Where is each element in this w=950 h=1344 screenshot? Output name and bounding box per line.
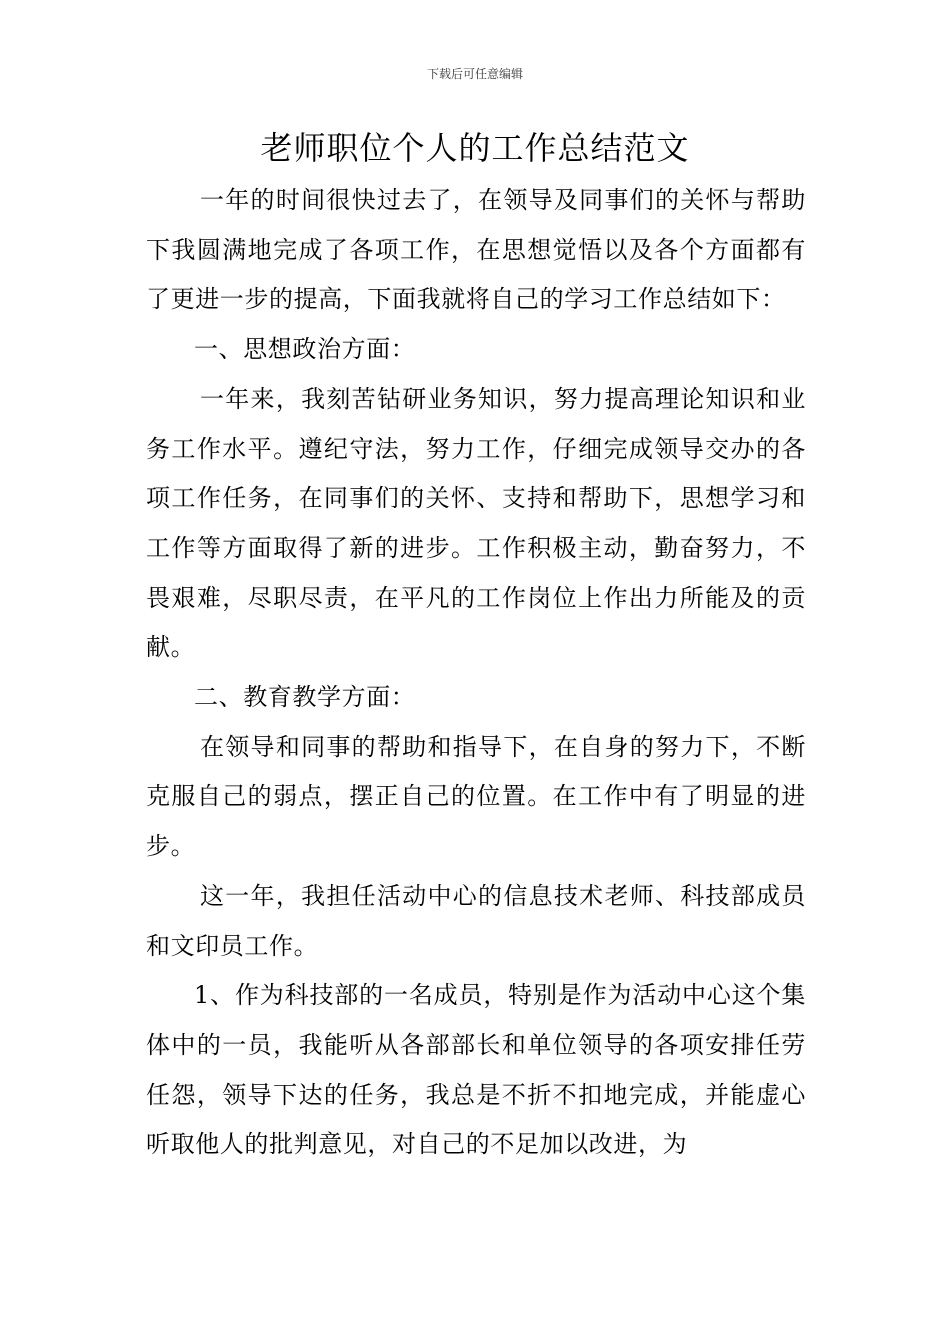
paragraph-teaching: 在领导和同事的帮助和指导下，在自身的努力下，不断克服自己的弱点，摆正自己的位置。在工作中有了明显的进步。 bbox=[146, 732, 806, 861]
section-heading-teaching: 二、教育教学方面： bbox=[194, 683, 416, 712]
paragraph-roles: 这一年，我担任活动中心的信息技术老师、科技部成员和文印员工作。 bbox=[146, 881, 806, 960]
document-title: 老师职位个人的工作总结范文 bbox=[260, 129, 690, 167]
section-heading-ideology: 一、思想政治方面： bbox=[194, 335, 416, 364]
document-body bbox=[146, 176, 806, 1170]
paragraph-item-1: 1、作为科技部的一名成员，特别是作为活动中心这个集体中的一员，我能听从各部部长和单位领导的各项安排任劳任怨，领导下达的任务，我总是不折不扣地完成，并能虚心听取他人的批判意见，对自己的不足加以改进，为 bbox=[146, 981, 806, 1159]
header-note: 下载后可任意编辑 bbox=[426, 67, 523, 81]
paragraph-intro: 一年的时间很快过去了，在领导及同事们的关怀与帮助下我圆满地完成了各项工作，在思想觉悟以及各个方面都有了更进一步的提高，下面我就将自己的学习工作总结如下： bbox=[146, 186, 806, 314]
paragraph-ideology: 一年来，我刻苦钻研业务知识，努力提高理论知识和业务工作水平。遵纪守法，努力工作，仔细完成领导交办的各项工作任务，在同事们的关怀、支持和帮助下，思想学习和工作等方面取得了新的进步。工作积极主动，勤奋努力，不畏艰难，尽职尽责，在平凡的工作岗位上作出力所能及的贡献。 bbox=[146, 384, 806, 662]
